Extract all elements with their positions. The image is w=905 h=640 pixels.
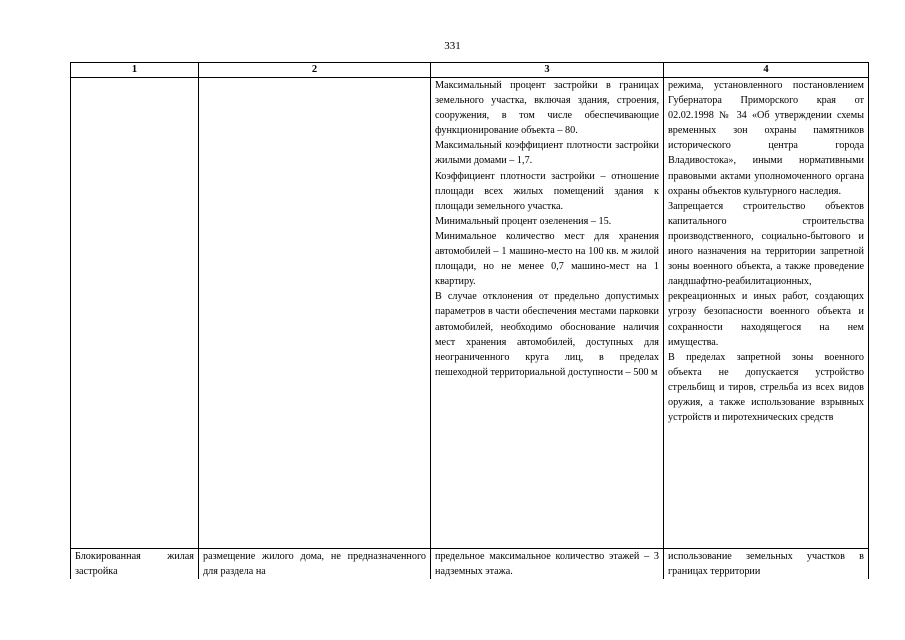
table-row	[71, 78, 869, 549]
cell-use-description: размещение жилого дома, не предназначенного для раздела на	[199, 549, 431, 580]
cell-parameters: предельное максимальное количество этажей – 3 надземных этажа.	[431, 549, 664, 580]
cell-parameters	[431, 78, 664, 549]
column-header-3: 3	[431, 63, 664, 78]
cell-use-description	[199, 78, 431, 549]
paragraph: Минимальное количество мест для хранения автомобилей – 1 машино-место на 100 кв. м жилой площади, но не менее 0,7 машино-мест на 1 квартиру.	[435, 230, 659, 288]
zoning-table	[70, 62, 869, 579]
page-number: 331	[444, 40, 461, 52]
paragraph: В пределах запретной зоны военного объекта не допускается устройство стрельбищ и тиров, стрельба из всех видов оружия, а также использование взрывных устройств и пиротехнических средств	[668, 351, 864, 424]
cell-restrictions	[664, 78, 869, 549]
paragraph: В случае отклонения от предельно допустимых параметров в части обеспечения местами парковки автомобилей, необходимо обоснование наличия мест хранения автомобилей, доступных для неограниченного круга лиц, в пределах пешеходной территориальной доступности – 500 м	[435, 291, 659, 378]
column-header-4: 4	[664, 63, 869, 78]
paragraph: Запрещается строительство объектов капитального строительства производственного, социально-бытового и иного назначения на территории запретной зоны военного объекта, а также проведение ландшафтно-реабилитационных, рекреационных и иных работ, создающих угрозу безопасности военного объекта и сохранности находящегося на нем имущества.	[668, 200, 864, 348]
cell-use-type: Блокированная жилая застройка	[71, 549, 199, 580]
paragraph: Максимальный процент застройки в границах земельного участка, включая здания, строения, сооружения, в том числе обеспечивающие функционирование объекта – 80.	[435, 80, 659, 137]
column-header-1: 1	[71, 63, 199, 78]
paragraph: режима, установленного постановлением Губернатора Приморского края от 02.02.1998 № 34 «Об утверждении схемы временных зон охраны памятников исторического центра города Владивостока», иными нормативными правовыми актами уполномоченного органа охраны объектов культурного наследия.	[668, 80, 864, 197]
header-row	[71, 63, 869, 78]
paragraph: Минимальный процент озеленения – 15.	[435, 215, 612, 227]
paragraph: Коэффициент плотности застройки – отношение площади всех жилых помещений здания к площади земельного участка.	[435, 170, 659, 212]
cell-restrictions: использование земельных участков в границах территории	[664, 549, 869, 580]
table-row	[71, 549, 869, 580]
paragraph: Максимальный коэффициент плотности застройки жилыми домами – 1,7.	[435, 140, 659, 167]
column-header-2: 2	[199, 63, 431, 78]
cell-use-type	[71, 78, 199, 549]
